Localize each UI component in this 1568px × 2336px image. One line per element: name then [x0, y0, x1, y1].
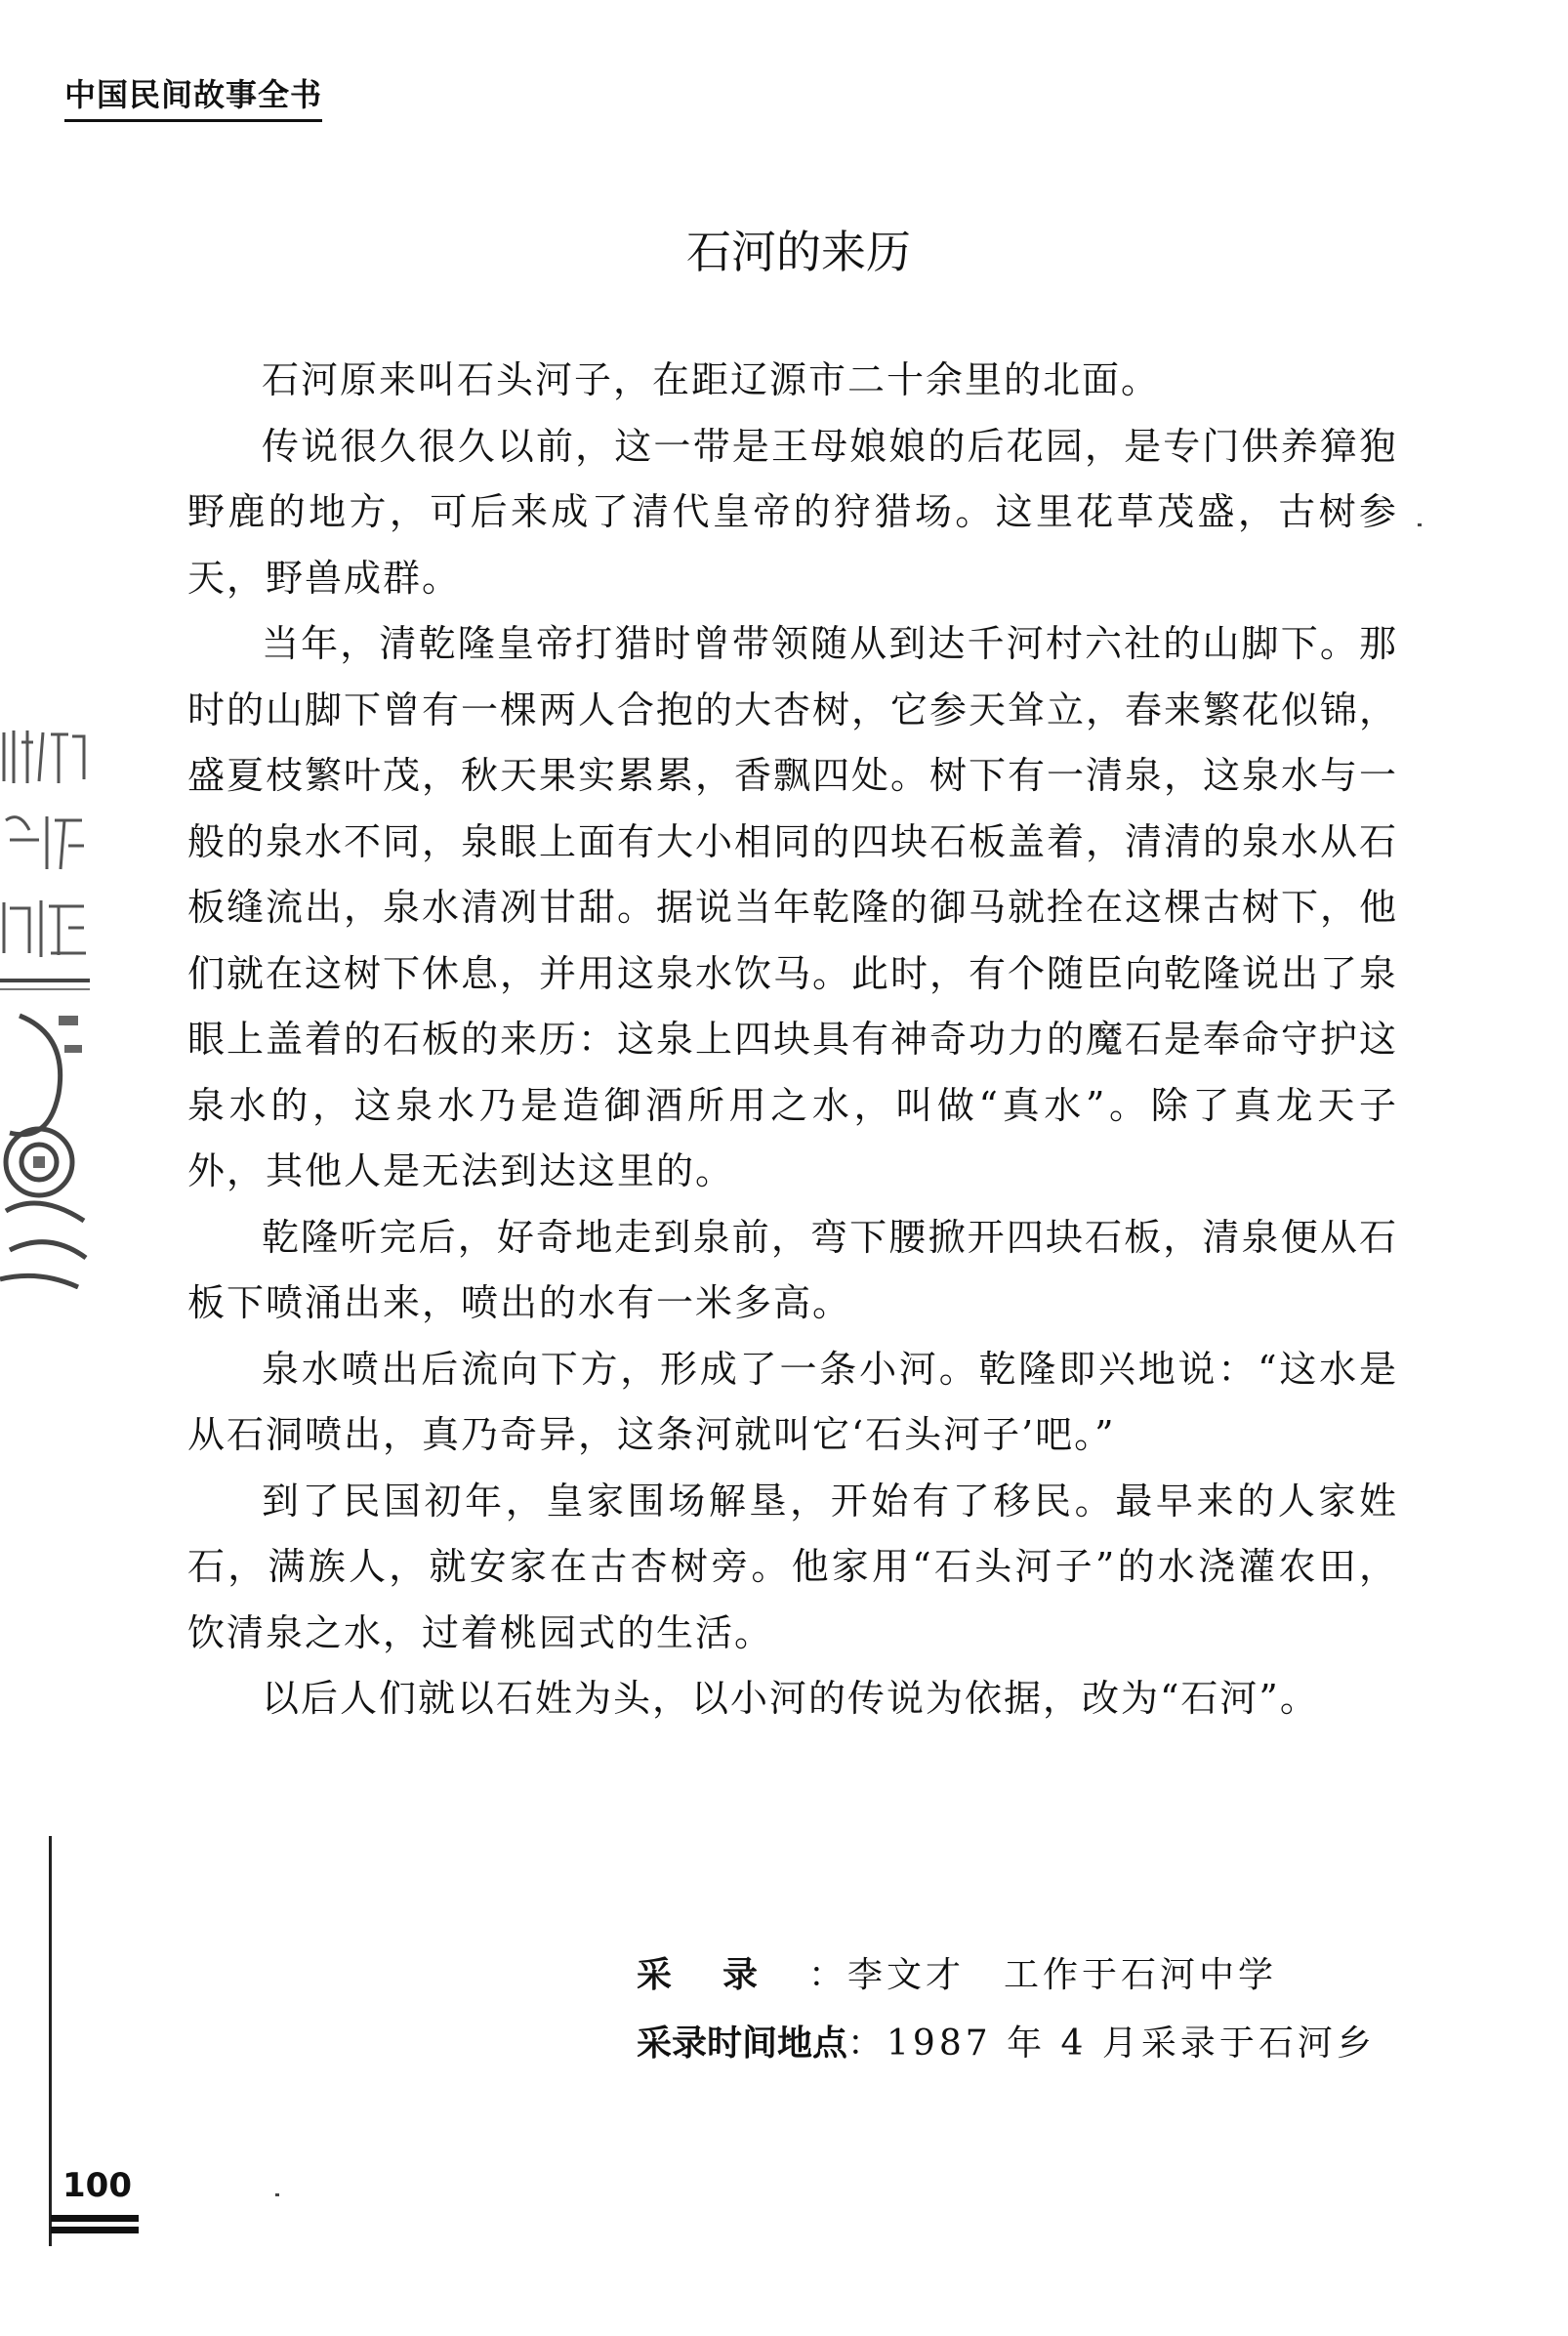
- story-body: [187, 348, 1398, 1732]
- page-number-bars: [51, 2215, 139, 2238]
- series-title: 中国民间故事全书: [64, 70, 322, 122]
- credits: [637, 1941, 1376, 2078]
- paragraph-7: 以后人们就以石姓为头，以小河的传说为依据，改为“石河”。: [262, 1677, 1319, 1720]
- paragraph-5: 泉水喷出后流向下方，形成了一条小河。乾隆即兴地说：“这水是从石洞喷出，真乃奇异，这条河就叫它‘石头河子’吧。”: [187, 1347, 1398, 1456]
- credit-collector-row: [637, 1941, 1376, 2010]
- paragraph-2: 传说很久很久以前，这一带是王母娘娘的后花园，是专门供养獐狍野鹿的地方，可后来成了清代皇帝的狩猎场。这里花草茂盛，古树参天，野兽成群。: [187, 424, 1398, 600]
- page-number: 100: [62, 2166, 132, 2205]
- margin-mark: [1418, 523, 1422, 526]
- time-place-label: 采录时间地点: [637, 2023, 848, 2064]
- collector-value: ：李文才 工作于石河中学: [808, 1955, 1278, 1995]
- page-bar: [51, 2227, 139, 2233]
- credit-time-place-row: [637, 2010, 1376, 2078]
- paragraph-3: 当年，清乾隆皇帝打猎时曾带领随从到达千河村六社的山脚下。那时的山脚下曾有一棵两人合抱的大杏树，它参天耸立，春来繁花似锦，盛夏枝繁叶茂，秋天果实累累，香飘四处。树下有一清泉，这泉水与一般的泉水不同，泉眼上面有大小相同的四块石板盖着，清清的泉水从石板缝流出，泉水清冽甘甜。据说当年乾隆的御马就拴在这棵古树下，他们就在这树下休息，并用这泉水饮马。此时，有个随臣向乾隆说出了泉眼上盖着的石板的来历：这泉上四块具有神奇功力的魔石是奉命守护这泉水的，这泉水乃是造御酒所用之水，叫做“真水”。除了真龙天子外，其他人是无法到达这里的。: [187, 622, 1399, 1192]
- margin-mark: [275, 2193, 279, 2196]
- paragraph-6: 到了民国初年，皇家围场解垦，开始有了移民。最早来的人家姓石，满族人，就安家在古杏树旁。他家用“石头河子”的水浇灌农田，饮清泉之水，过着桃园式的生活。: [187, 1479, 1398, 1654]
- paragraph-1: 石河原来叫石头河子，在距辽源市二十余里的北面。: [262, 358, 1161, 401]
- collector-label: 采录: [637, 1955, 809, 1995]
- page-bar: [51, 2215, 139, 2222]
- side-emblem-graphic: [0, 723, 90, 1289]
- paragraph-4: 乾隆听完后，好奇地走到泉前，弯下腰掀开四块石板，清泉便从石板下喷涌出来，喷出的水有一米多高。: [187, 1215, 1398, 1324]
- left-margin-rule: [49, 1836, 52, 2246]
- story-title: 石河的来历: [686, 226, 911, 278]
- side-emblem-image: [0, 723, 90, 1289]
- time-place-value: ：1987 年 4 月采录于石河乡: [847, 2023, 1376, 2064]
